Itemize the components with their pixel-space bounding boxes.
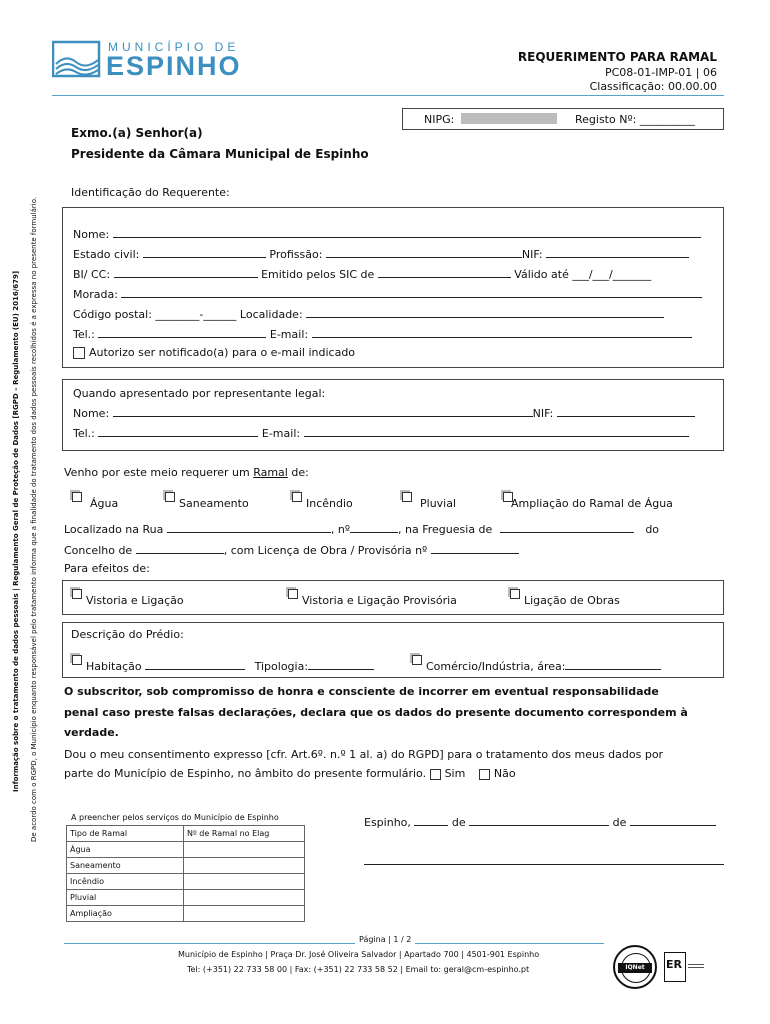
table-row: [67, 874, 305, 890]
table-cell-tipo: Saneamento: [67, 858, 184, 874]
morada-label: Morada:: [73, 288, 118, 301]
tel-field[interactable]: [98, 327, 266, 338]
header-rule: [52, 95, 724, 96]
consent-nao-label: Não: [493, 767, 516, 780]
comercio-field[interactable]: [565, 659, 661, 670]
efeito-ligacao-obras[interactable]: [510, 587, 620, 607]
rep-nome-row: [73, 406, 695, 421]
concelho-label: Concelho de: [64, 544, 133, 557]
ramal-ampliacao-label: Ampliação do Ramal de Água: [511, 497, 673, 510]
footer-contacts: Tel: (+351) 22 733 58 00 | Fax: (+351) 22 733 58 52 | Email to: geral@cm-espinho.pt: [187, 965, 530, 974]
tipologia-field[interactable]: [308, 659, 374, 670]
estado-civil-field[interactable]: [143, 247, 266, 258]
efeitos-label: Para efeitos de:: [64, 562, 150, 575]
registo-label-text: Registo Nº:: [575, 113, 637, 126]
certification-seal: [613, 945, 657, 989]
tel-label: Tel.:: [73, 328, 95, 341]
rep-email-field[interactable]: [304, 426, 689, 437]
authorize-row: [73, 346, 355, 360]
page-number: Página | 1 / 2: [355, 934, 415, 945]
morada-row: [73, 287, 702, 302]
licenca-field[interactable]: [431, 543, 519, 554]
ramal-type-pluvial[interactable]: [402, 490, 457, 510]
request-intro-suffix: de:: [287, 466, 309, 479]
ramal-saneamento-label: Saneamento: [179, 497, 249, 510]
nif-label: NIF:: [521, 248, 543, 261]
efeito-vistoria-ligacao[interactable]: [72, 587, 184, 607]
table-cell-numero[interactable]: [184, 842, 305, 858]
services-caption: A preencher pelos serviços do Município de Espinho: [71, 813, 279, 822]
numero-field[interactable]: [350, 522, 398, 533]
document-code: PC08-01-IMP-01 | 06: [604, 66, 717, 79]
table-cell-tipo: Água: [67, 842, 184, 858]
table-cell-tipo: Pluvial: [67, 890, 184, 906]
codigo-postal-field-1[interactable]: ________: [155, 308, 200, 321]
codigo-postal-dash: -: [199, 308, 204, 321]
er-certification-mark: [664, 948, 704, 988]
freguesia-label: , na Freguesia de: [398, 523, 493, 536]
er-cert-letters: ER: [666, 958, 682, 971]
predio-comercio[interactable]: [412, 652, 661, 673]
signature-month-field[interactable]: [469, 815, 609, 826]
signature-place: Espinho,: [364, 816, 411, 829]
wave-logo-icon: [52, 40, 102, 80]
ramal-type-saneamento[interactable]: [165, 490, 249, 510]
table-row: [67, 858, 305, 874]
requester-section-label: Identificação do Requerente:: [71, 186, 230, 199]
email-field[interactable]: [312, 327, 692, 338]
rep-nome-field[interactable]: [113, 406, 533, 417]
rep-tel-label: Tel.:: [73, 427, 95, 440]
comercio-label: Comércio/Indústria, área:: [426, 660, 566, 673]
authorize-checkbox[interactable]: [73, 347, 85, 359]
municipality-logo: [52, 40, 252, 82]
efeito-vistoria-provisoria-label: Vistoria e Ligação Provisória: [302, 594, 457, 607]
consent-sim-checkbox[interactable]: [430, 769, 441, 780]
rep-nif-field[interactable]: [557, 406, 695, 417]
ramal-pluvial-label: Pluvial: [420, 497, 457, 510]
rep-nome-label: Nome:: [73, 407, 110, 420]
comercio-checkbox[interactable]: [412, 655, 422, 665]
request-intro-ramal: Ramal: [253, 466, 288, 479]
habitacao-label: Habitação: [86, 660, 142, 673]
tipologia-label: Tipologia:: [254, 660, 309, 673]
localidade-field[interactable]: [306, 307, 664, 318]
estado-civil-row: [73, 247, 689, 262]
rep-tel-email-row: [73, 426, 689, 441]
footer-address: Município de Espinho | Praça Dr. José Oliveira Salvador | Apartado 700 | 4501-901 Espinho: [178, 950, 540, 959]
signature-de-2: de: [612, 816, 627, 829]
habitacao-field[interactable]: [145, 659, 245, 670]
emitido-label: Emitido pelos SIC de: [261, 268, 375, 281]
nif-field[interactable]: [546, 247, 689, 258]
side-note-title: Informação sobre o tratamento de dados pessoais | Regulamento Geral de Proteção de Dados [RGPD – Regulamento (EU) 2016/679]: [12, 270, 20, 792]
footer-rule: [64, 943, 604, 944]
services-table: [66, 825, 305, 922]
addressee-line-2: Presidente da Câmara Municipal de Espinho: [71, 147, 369, 161]
localidade-label: Localidade:: [239, 308, 303, 321]
table-header-row: [67, 826, 305, 842]
morada-field[interactable]: [121, 287, 702, 298]
efeito-ligacao-obras-label: Ligação de Obras: [524, 594, 620, 607]
ramal-agua-label: Água: [90, 497, 119, 510]
request-intro: [64, 466, 309, 480]
er-cert-lines: [688, 964, 704, 965]
nipg-label[interactable]: NIPG:: [424, 113, 455, 126]
consent-line-2: [64, 767, 516, 781]
nome-label: Nome:: [73, 228, 110, 241]
declaration-line-1: O subscritor, sob compromisso de honra e consciente de incorrer em eventual responsabilidade: [64, 685, 659, 698]
table-cell-numero[interactable]: [184, 906, 305, 922]
signature-line[interactable]: [364, 864, 724, 865]
efeito-vistoria-ligacao-label: Vistoria e Ligação: [86, 594, 184, 607]
ramal-incendio-checkbox[interactable]: [292, 492, 302, 502]
table-cell-numero[interactable]: [184, 858, 305, 874]
rep-email-label: E-mail:: [261, 427, 301, 440]
logo-bottom-text: ESPINHO: [106, 51, 242, 81]
predio-habitacao[interactable]: [72, 652, 374, 673]
registo-blank: __________: [639, 113, 695, 126]
nome-row: [73, 227, 701, 242]
table-cell-numero[interactable]: [184, 874, 305, 890]
nome-field[interactable]: [113, 227, 701, 238]
representative-section-label: Quando apresentado por representante legal:: [73, 387, 326, 400]
consent-text: parte do Município de Espinho, no âmbito do presente formulário.: [64, 767, 427, 780]
valido-field[interactable]: ___/___/_______: [572, 268, 652, 281]
rep-nif-label: NIF:: [532, 407, 554, 420]
ramal-incendio-label: Incêndio: [306, 497, 353, 510]
table-cell-tipo: Ampliação: [67, 906, 184, 922]
numero-label: , nº: [330, 523, 351, 536]
codigo-postal-label: Código postal:: [73, 308, 152, 321]
ramal-type-ampliacao[interactable]: [503, 490, 673, 510]
predio-label: Descrição do Prédio:: [71, 628, 184, 641]
codigo-postal-row: [73, 307, 664, 322]
registo-label[interactable]: [575, 113, 695, 127]
efeito-ligacao-obras-checkbox[interactable]: [510, 589, 520, 599]
side-note-text: De acordo com o RGPD, o Município enquanto responsável pelo tratamento informa que a finalidade do tratamento dos dados pessoais recolhidos é a expressa no presente formulário.: [30, 196, 38, 842]
profissao-label: Profissão:: [269, 248, 323, 261]
efeito-vistoria-provisoria-checkbox[interactable]: [288, 589, 298, 599]
signature-day-field[interactable]: [414, 815, 448, 826]
signature-de-1: de: [451, 816, 466, 829]
consent-line-1: Dou o meu consentimento expresso [cfr. Art.6º. n.º 1 al. a) do RGPD] para o tratamento dos meus dados por: [64, 748, 664, 761]
do-label: do: [645, 523, 660, 536]
nipg-field[interactable]: [461, 113, 557, 124]
rep-tel-field[interactable]: [98, 426, 258, 437]
email-label: E-mail:: [269, 328, 309, 341]
logo-top-text: MUNICÍPIO DE: [108, 40, 240, 54]
ramal-pluvial-checkbox[interactable]: [402, 492, 412, 502]
emitido-field[interactable]: [378, 267, 511, 278]
ramal-type-agua[interactable]: [72, 490, 119, 510]
request-intro-prefix: Venho por este meio requerer um: [64, 466, 254, 479]
certification-seal-text: IQNet: [618, 963, 652, 973]
bi-cc-field[interactable]: [114, 267, 258, 278]
bi-cc-row: [73, 267, 651, 282]
habitacao-checkbox[interactable]: [72, 655, 82, 665]
efeito-vistoria-provisoria[interactable]: [288, 587, 457, 607]
consent-sim-label: Sim: [444, 767, 466, 780]
codigo-postal-field-2[interactable]: ______: [203, 308, 237, 321]
table-header-numero: Nº de Ramal no Elag: [184, 826, 305, 842]
signature-date-row: [364, 815, 716, 830]
table-row: [67, 906, 305, 922]
valido-label: Válido até: [514, 268, 569, 281]
document-title: REQUERIMENTO PARA RAMAL: [517, 50, 717, 64]
concelho-field[interactable]: [136, 543, 224, 554]
signature-year-field[interactable]: [630, 815, 716, 826]
table-cell-numero[interactable]: [184, 890, 305, 906]
concelho-row: [64, 543, 519, 558]
table-row: [67, 890, 305, 906]
ramal-agua-checkbox[interactable]: [72, 492, 82, 502]
table-cell-tipo: Incêndio: [67, 874, 184, 890]
classification: Classificação: 00.00.00: [589, 80, 717, 93]
consent-nao-checkbox[interactable]: [479, 769, 490, 780]
ramal-saneamento-checkbox[interactable]: [165, 492, 175, 502]
tel-email-row: [73, 327, 692, 342]
ramal-type-incendio[interactable]: [292, 490, 353, 510]
licenca-label: , com Licença de Obra / Provisória nº: [223, 544, 428, 557]
freguesia-field[interactable]: [500, 522, 634, 533]
rua-label: Localizado na Rua: [64, 523, 164, 536]
estado-civil-label: Estado civil:: [73, 248, 140, 261]
declaration-line-3: verdade.: [64, 726, 119, 739]
bi-cc-label: BI/ CC:: [73, 268, 111, 281]
declaration-line-2: penal caso preste falsas declarações, declara que os dados do presente documento correspondem à: [64, 706, 688, 719]
authorize-label: Autorizo ser notificado(a) para o e-mail indicado: [89, 346, 356, 359]
location-row: [64, 522, 659, 537]
profissao-field[interactable]: [326, 247, 522, 258]
efeito-vistoria-ligacao-checkbox[interactable]: [72, 589, 82, 599]
table-row: [67, 842, 305, 858]
rua-field[interactable]: [167, 522, 331, 533]
addressee-line-1: Exmo.(a) Senhor(a): [71, 126, 203, 140]
table-header-tipo: Tipo de Ramal: [67, 826, 184, 842]
